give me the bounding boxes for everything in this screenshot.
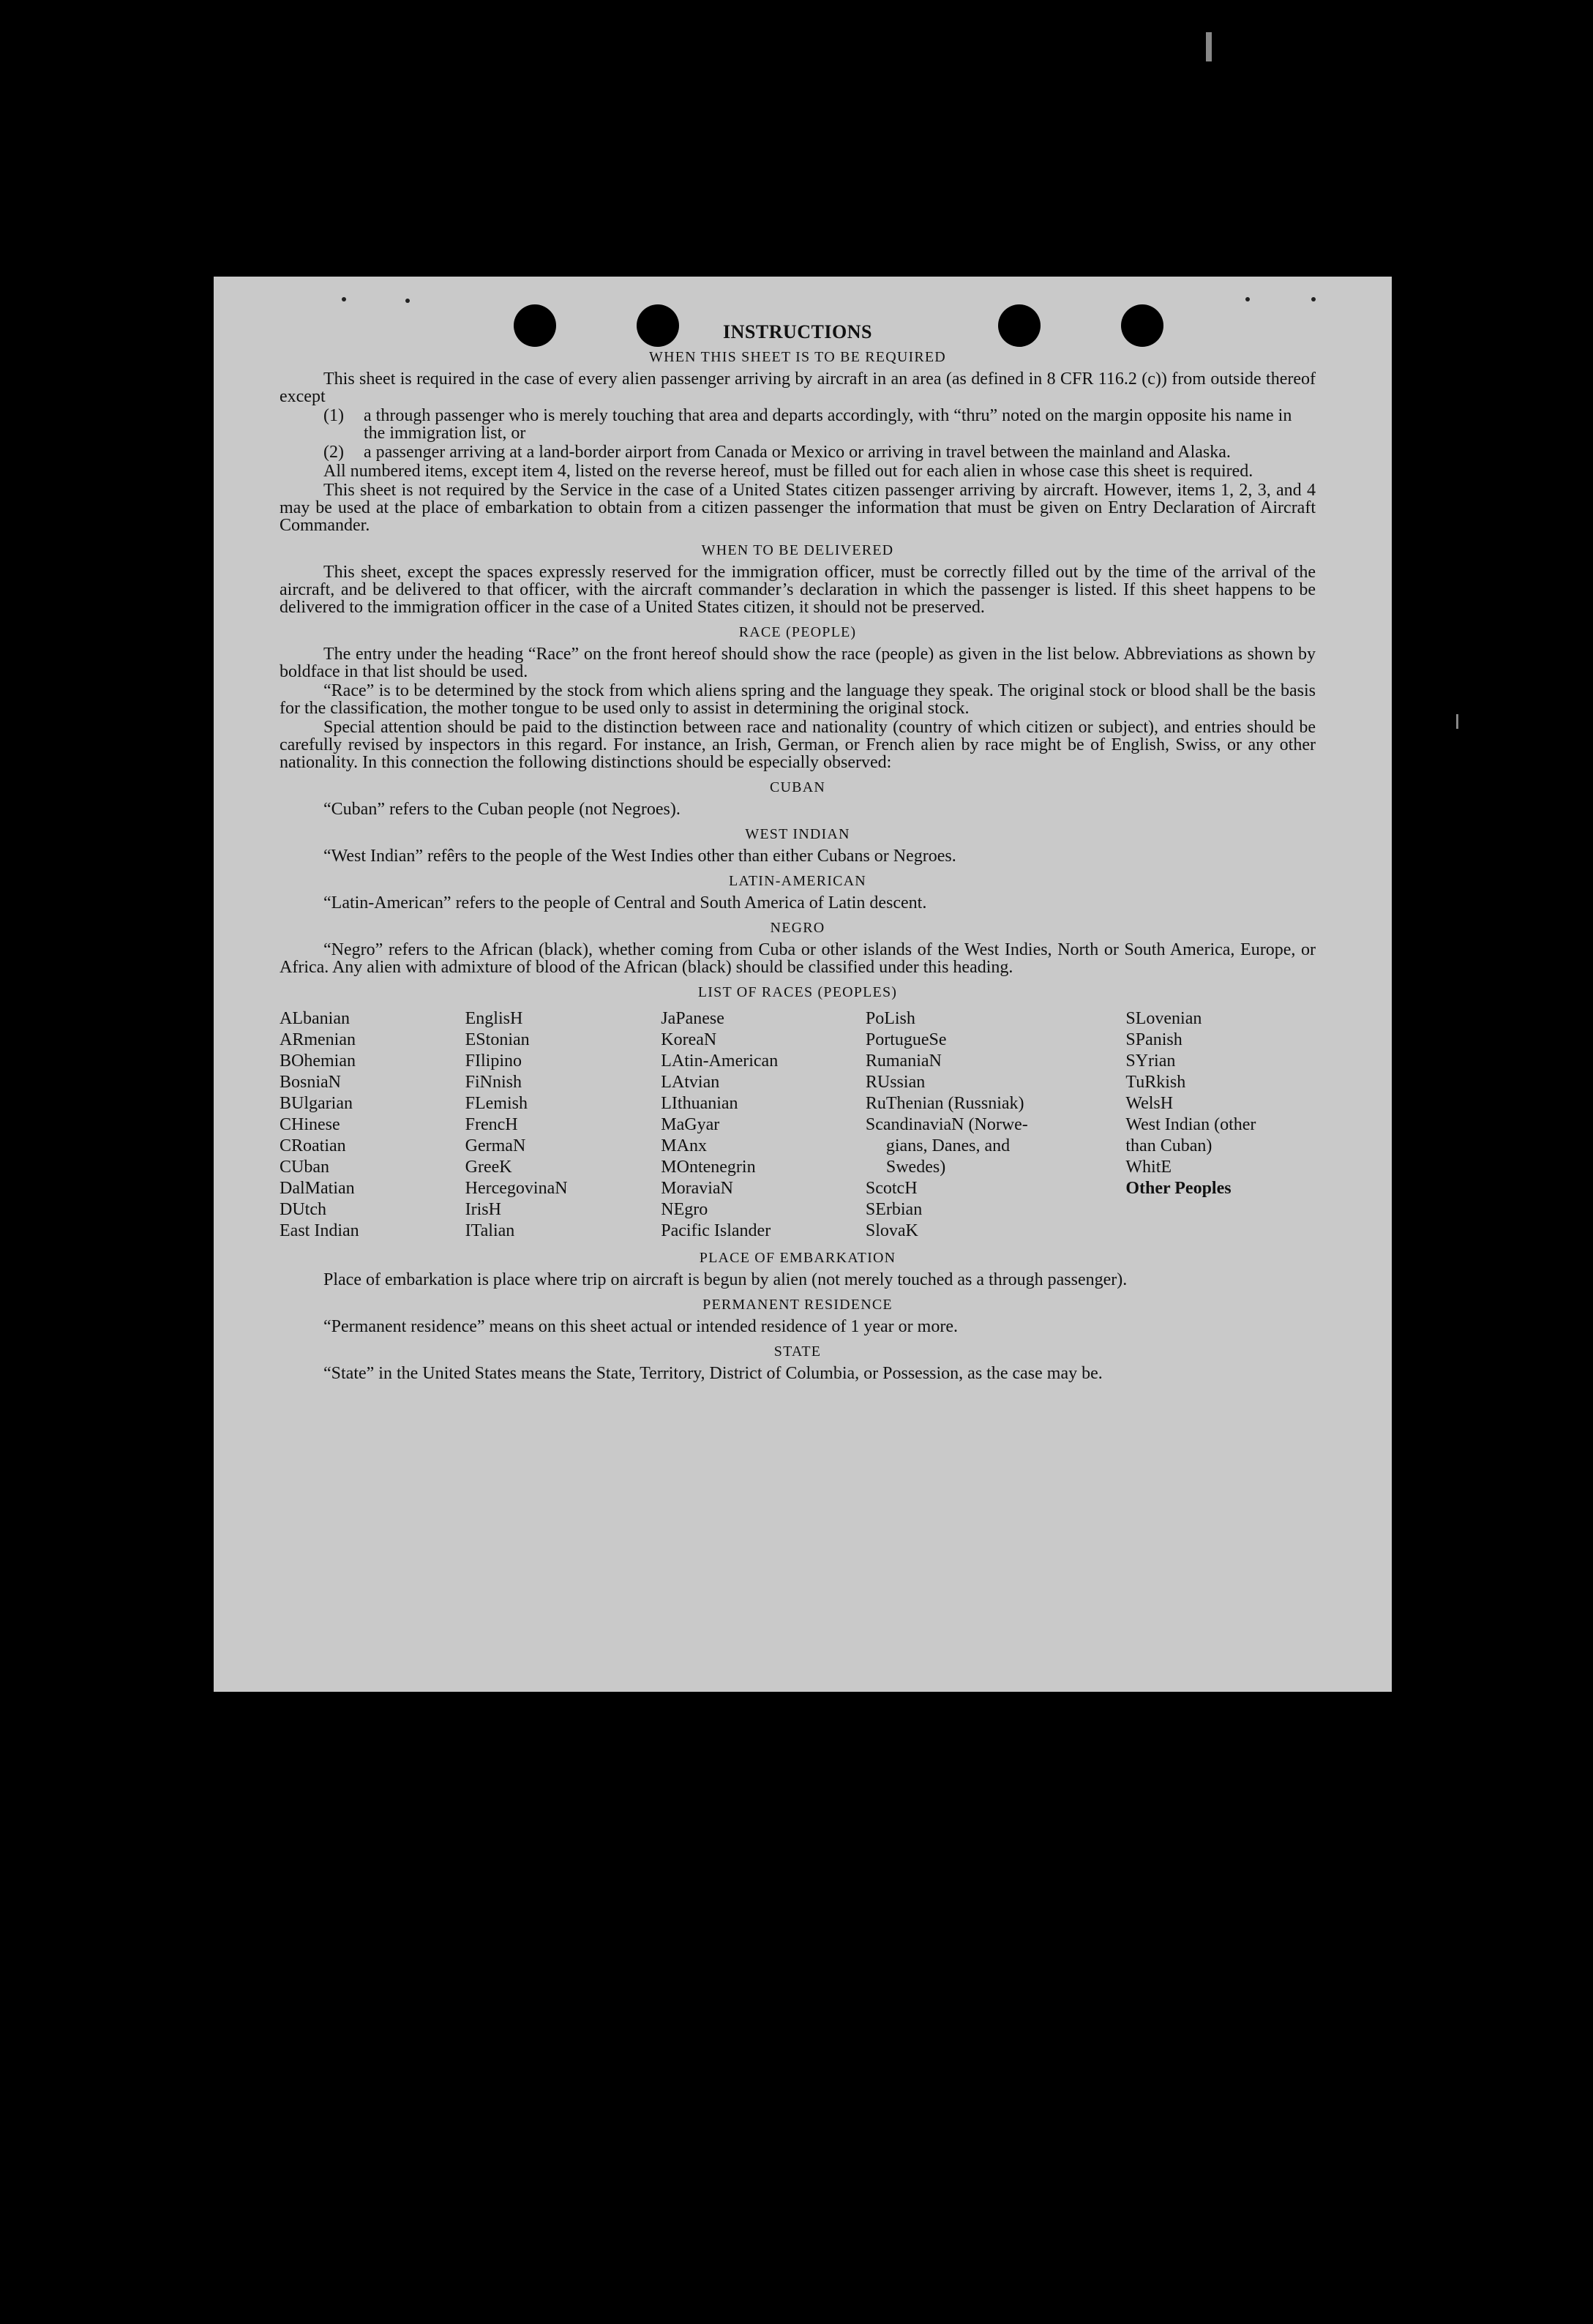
race-entry: PoLish <box>865 1009 915 1028</box>
race-entry: PortugueSe <box>865 1030 947 1049</box>
heading-permanent-residence: PERMANENT RESIDENCE <box>702 1297 893 1313</box>
west-indian-definition: “West Indian” refêrs to the people of the West Indies other than either Cubans or Negroes. <box>323 847 956 866</box>
heading-list-of-races: LIST OF RACES (PEOPLES) <box>697 984 898 1000</box>
race-entry: gians, Danes, and <box>885 1136 1011 1155</box>
races-list <box>280 1008 1316 1242</box>
races-column <box>1125 1008 1316 1242</box>
item-text: a through passenger who is merely touching that area and departs accordingly, with “thru” noted on the margin opposite his name in the immigration list, or <box>364 406 1292 443</box>
exception-item <box>323 443 1316 461</box>
binder-mark <box>1311 297 1316 301</box>
race-entry: BOhemian <box>280 1052 356 1071</box>
races-column <box>866 1008 1126 1242</box>
film-speck <box>1206 32 1212 61</box>
race-entry: Swedes) <box>885 1158 946 1177</box>
race-entry: DUtch <box>280 1200 326 1219</box>
race-entry: Other Peoples <box>1125 1179 1232 1198</box>
race-entry: RumaniaN <box>865 1052 942 1071</box>
item-number: (1) <box>323 406 344 425</box>
residence-definition: “Permanent residence” means on this sheet actual or intended residence of 1 year or more. <box>323 1317 958 1336</box>
race-entry: GreeK <box>465 1158 512 1177</box>
race-entry: LIthuanian <box>661 1094 738 1113</box>
page-title: INSTRUCTIONS <box>723 321 872 342</box>
heading-negro: NEGRO <box>770 920 825 936</box>
race-entry: LAtvian <box>661 1073 720 1092</box>
race-entry: RUssian <box>865 1073 926 1092</box>
race-entry: ITalian <box>465 1221 515 1240</box>
race-entry: FIlipino <box>465 1052 522 1071</box>
item-text: a passenger arriving at a land-border airport from Canada or Mexico or arriving in travel between the mainland and Alaska. <box>364 443 1231 462</box>
race-entry: WhitE <box>1125 1158 1172 1177</box>
race-paragraph: The entry under the heading “Race” on the front hereof should show the race (people) as given in the list below. Abbreviations as shown by boldface in that list should be used. <box>280 645 1316 681</box>
heading-west-indian: WEST INDIAN <box>745 826 850 842</box>
heading-state: STATE <box>773 1343 822 1360</box>
heading-cuban: CUBAN <box>769 779 825 795</box>
race-entry: West Indian (other <box>1125 1115 1256 1134</box>
race-entry: FiNnish <box>465 1073 522 1092</box>
race-entry: BosniaN <box>280 1073 341 1092</box>
race-entry: SLovenian <box>1125 1009 1202 1028</box>
race-entry: SlovaK <box>865 1221 918 1240</box>
race-entry: EStonian <box>465 1030 530 1049</box>
race-entry: SPanish <box>1125 1030 1182 1049</box>
delivery-paragraph: This sheet, except the spaces expressly reserved for the immigration officer, must be correctly filled out by the time of the arrival of the aircraft, and be delivered to that officer, with the aircraft commander’s declaration in which the passenger is listed. If this sheet happens to be delivered to the immigration officer in the case of a United States citizen, it should not be preserved. <box>280 563 1316 617</box>
race-entry: SErbian <box>865 1200 923 1219</box>
item-number: (2) <box>323 443 344 462</box>
race-entry: BUlgarian <box>280 1094 353 1113</box>
embarkation-definition: Place of embarkation is place where trip on aircraft is begun by alien (not merely touched as a through passenger). <box>323 1270 1128 1289</box>
intro-paragraph: This sheet is required in the case of every alien passenger arriving by aircraft in an area (as defined in 8 CFR 116.2 (c)) from outside thereof except <box>280 370 1316 406</box>
citizen-paragraph: This sheet is not required by the Service in the case of a United States citizen passenger arriving by aircraft. However, items 1, 2, 3, and 4 may be used at the place of embarkation to obtain from a citizen passenger the information that must be given on Entry Declaration of Aircraft Commander. <box>280 481 1316 535</box>
race-entry: FLemish <box>465 1094 528 1113</box>
negro-definition: “Negro” refers to the African (black), whether coming from Cuba or other islands of the West Indies, North or South America, Europe, or Africa. Any alien with admixture of blood of the African (black) should be classified under this heading. <box>280 940 1316 977</box>
binder-mark <box>405 299 410 303</box>
race-entry: JaPanese <box>661 1009 724 1028</box>
race-entry: CUban <box>280 1158 329 1177</box>
race-entry: LAtin-American <box>661 1052 779 1071</box>
race-entry: CHinese <box>280 1115 340 1134</box>
heading-race: RACE (PEOPLE) <box>738 624 857 640</box>
numbered-items-paragraph: All numbered items, except item 4, listed on the reverse hereof, must be filled out for each alien in whose case this sheet is required. <box>323 462 1253 481</box>
binder-mark <box>342 297 346 301</box>
race-entry: KoreaN <box>661 1030 717 1049</box>
race-entry: ScandinaviaN (Norwe- <box>865 1115 1028 1134</box>
instruction-sheet <box>214 277 1392 1692</box>
heading-when-delivered: WHEN TO BE DELIVERED <box>701 542 894 558</box>
race-entry: TuRkish <box>1125 1073 1186 1092</box>
races-column <box>661 1008 866 1242</box>
binder-mark <box>1245 297 1250 301</box>
race-entry: GermaN <box>465 1136 526 1155</box>
latin-american-definition: “Latin-American” refers to the people of Central and South America of Latin descent. <box>323 893 927 912</box>
race-entry: ALbanian <box>280 1009 350 1028</box>
exception-item <box>323 407 1316 442</box>
race-entry: DalMatian <box>280 1179 355 1198</box>
race-entry: NEgro <box>661 1200 708 1219</box>
film-speck <box>1456 714 1458 729</box>
race-entry: EnglisH <box>465 1009 523 1028</box>
race-entry: ScotcH <box>865 1179 918 1198</box>
heading-when-required: WHEN THIS SHEET IS TO BE REQUIRED <box>649 349 946 365</box>
race-entry: WelsH <box>1125 1094 1174 1113</box>
race-entry: East Indian <box>280 1221 359 1240</box>
race-entry: MAnx <box>661 1136 707 1155</box>
races-column <box>280 1008 465 1242</box>
race-entry: ARmenian <box>280 1030 356 1049</box>
race-entry: CRoatian <box>280 1136 346 1155</box>
cuban-definition: “Cuban” refers to the Cuban people (not Negroes). <box>323 800 681 819</box>
heading-embarkation: PLACE OF EMBARKATION <box>699 1250 896 1266</box>
race-paragraph: “Race” is to be determined by the stock from which aliens spring and the language they speak. The original stock or blood shall be the basis for the classification, the mother tongue to be used only to assist in determining the original stock. <box>280 681 1316 718</box>
race-entry: RuThenian (Russniak) <box>865 1094 1024 1113</box>
races-column <box>465 1008 661 1242</box>
race-entry: MaGyar <box>661 1115 720 1134</box>
race-entry: FrencH <box>465 1115 518 1134</box>
heading-latin-american: LATIN-AMERICAN <box>729 873 866 889</box>
race-entry: SYrian <box>1125 1052 1176 1071</box>
race-entry: MoraviaN <box>661 1179 733 1198</box>
race-entry: IrisH <box>465 1200 501 1219</box>
race-paragraph: Special attention should be paid to the distinction between race and nationality (country of which citizen or subject), and entries should be carefully revised by inspectors in this regard. For instance, an Irish, German, or French alien by race might be of English, Swiss, or any other nationality. In this connection the following distinctions should be especially observed: <box>280 718 1316 772</box>
race-entry: Pacific Islander <box>661 1221 771 1240</box>
race-entry: MOntenegrin <box>661 1158 756 1177</box>
race-entry: than Cuban) <box>1125 1136 1212 1155</box>
state-definition: “State” in the United States means the State, Territory, District of Columbia, or Possession, as the case may be. <box>323 1364 1103 1383</box>
race-entry: HercegovinaN <box>465 1179 568 1198</box>
instructions-body <box>280 323 1316 1384</box>
